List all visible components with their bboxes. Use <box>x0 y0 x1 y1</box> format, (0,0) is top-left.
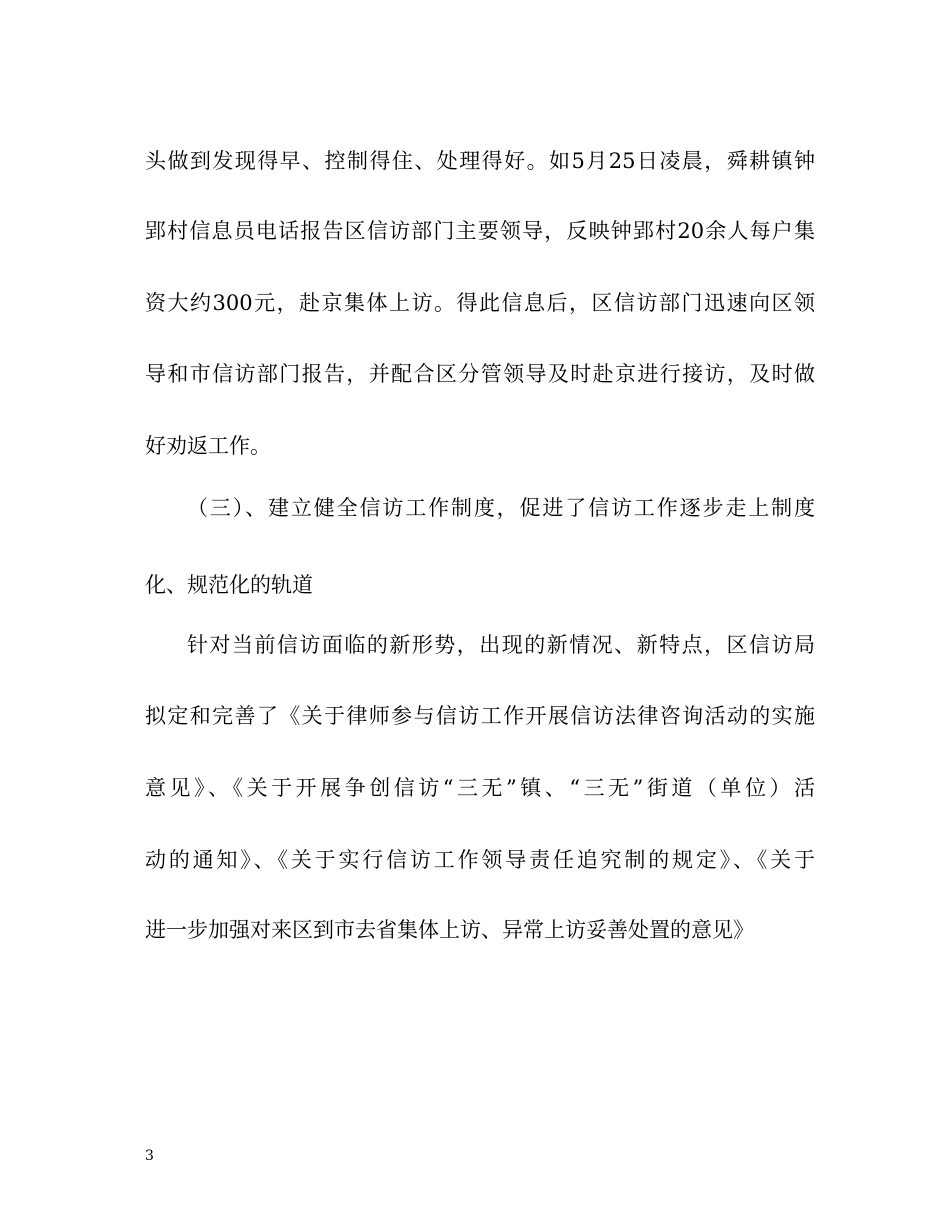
page-number: 3 <box>145 1148 154 1164</box>
text-line-11: 动的通知》、《关于实行信访工作领导责任追究制的规定》、《关于 <box>145 848 815 872</box>
text-line-9: 拟定和完善了《关于律师参与信访工作开展信访法律咨询活动的实施 <box>145 704 815 728</box>
text-line-2: 郢村信息员电话报告区信访部门主要领导，反映钟郢村20余人每户集 <box>145 219 815 243</box>
text-line-10: 意见》、《关于开展争创信访“三无”镇、“三无”街道（单位）活 <box>145 776 815 800</box>
text-line-5: 好劝返工作。 <box>145 434 271 458</box>
text-line-8: 针对当前信访面临的新形势，出现的新情况、新特点，区信访局 <box>187 633 815 657</box>
text-line-1: 头做到发现得早、控制得住、处理得好。如5月25日凌晨，舜耕镇钟 <box>145 149 815 173</box>
section-heading-line-1: （三）、建立健全信访工作制度，促进了信访工作逐步走上制度 <box>187 496 815 520</box>
section-heading-line-2: 化、规范化的轨道 <box>145 573 313 597</box>
text-line-4: 导和市信访部门报告，并配合区分管领导及时赴京进行接访，及时做 <box>145 362 815 386</box>
text-line-3: 资大约300元，赴京集体上访。得此信息后，区信访部门迅速向区领 <box>145 291 815 315</box>
text-line-12: 进一步加强对来区到市去省集体上访、异常上访妥善处置的意见》 <box>145 918 754 942</box>
